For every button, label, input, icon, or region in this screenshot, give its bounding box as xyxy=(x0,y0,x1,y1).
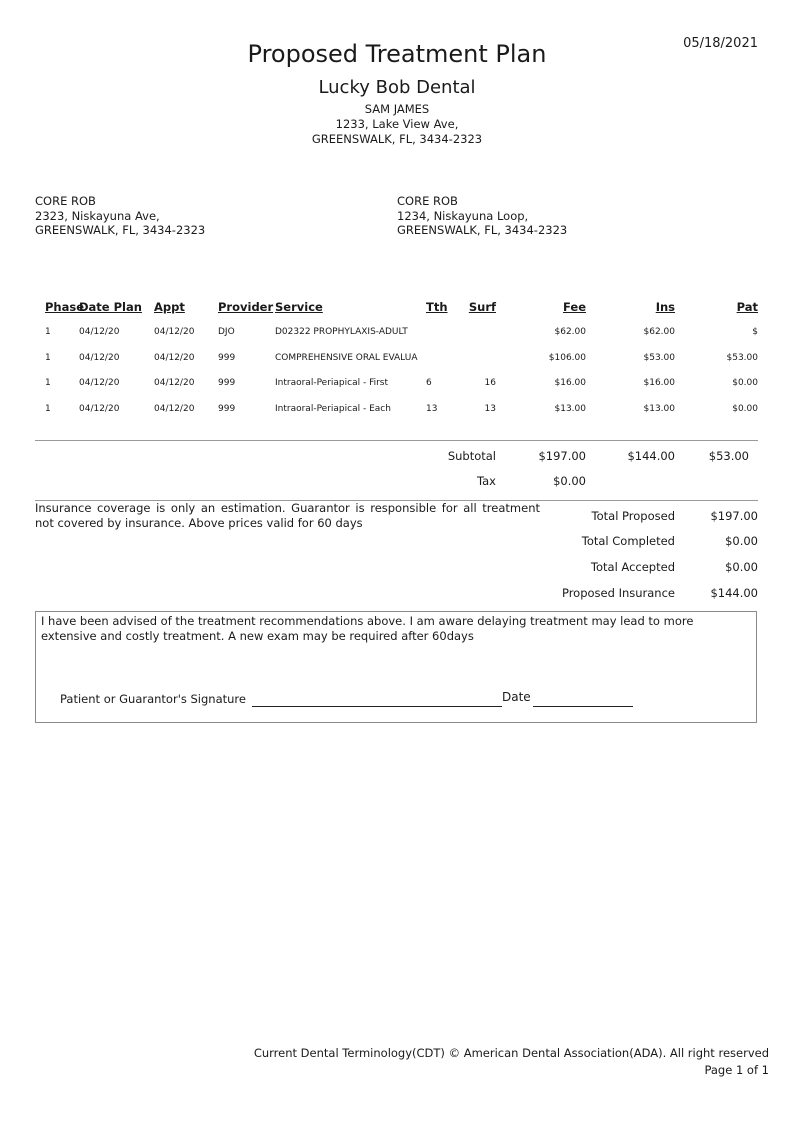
document-title: Proposed Treatment Plan xyxy=(247,40,547,68)
col-header-ins: Ins xyxy=(655,300,675,314)
cell-ins: $53.00 xyxy=(643,353,675,363)
tax-label: Tax xyxy=(477,474,496,488)
subtotal-fee: $197.00 xyxy=(538,449,586,463)
left-address-line1: 2323, Niskayuna Ave, xyxy=(35,208,160,223)
table-divider xyxy=(35,440,758,441)
cell-phase: 1 xyxy=(45,404,51,414)
subtotal-ins: $144.00 xyxy=(627,449,675,463)
cell-phase: 1 xyxy=(45,378,51,388)
cell-pat: $ xyxy=(752,327,758,337)
cell-provider: 999 xyxy=(218,404,236,414)
cell-phase: 1 xyxy=(45,327,51,337)
practice-name: Lucky Bob Dental xyxy=(318,77,476,98)
tax-value: $0.00 xyxy=(553,474,586,488)
right-address-block xyxy=(397,194,567,238)
cell-pat: $0.00 xyxy=(732,404,758,414)
cell-ins: $16.00 xyxy=(643,378,675,388)
copyright-notice: Current Dental Terminology(CDT) © American Dental Association(ADA). All right reserved xyxy=(253,1046,769,1060)
right-address-name: CORE ROB xyxy=(397,194,458,208)
col-header-tth: Tth xyxy=(426,300,448,314)
cell-appt: 04/12/20 xyxy=(154,378,195,388)
consent-statement: I have been advised of the treatment recommendations above. I am aware delaying treatment may lead to more extensive and costly treatment. A new exam may be required after 60days xyxy=(41,614,694,643)
date-line[interactable] xyxy=(533,706,633,707)
patient-address-line1: 1233, Lake View Ave, xyxy=(335,117,459,131)
cell-service: Intraoral-Periapical - Each xyxy=(275,404,391,414)
cell-provider: 999 xyxy=(218,378,236,388)
cell-surf: 13 xyxy=(484,404,496,414)
cell-date-plan: 04/12/20 xyxy=(79,327,120,337)
cell-fee: $62.00 xyxy=(554,327,586,337)
patient-name: SAM JAMES xyxy=(364,102,430,116)
col-header-pat: Pat xyxy=(736,300,758,314)
cell-fee: $13.00 xyxy=(554,404,586,414)
cell-fee: $16.00 xyxy=(554,378,586,388)
signature-label: Patient or Guarantor's Signature xyxy=(60,692,246,706)
total-accepted-label: Total Accepted xyxy=(590,560,675,574)
insurance-disclaimer: Insurance coverage is only an estimation. Guarantor is responsible for all treatment not covered by insurance. Above prices valid for 60 days xyxy=(35,501,540,530)
subtotal-label: Subtotal xyxy=(447,449,496,463)
col-header-service: Service xyxy=(275,300,323,314)
cell-provider: 999 xyxy=(218,353,236,363)
cell-appt: 04/12/20 xyxy=(154,327,195,337)
proposed-insurance-label: Proposed Insurance xyxy=(561,586,675,600)
cell-ins: $62.00 xyxy=(643,327,675,337)
patient-address-line2: GREENSWALK, FL, 3434-2323 xyxy=(311,132,483,146)
col-header-phase: Phase xyxy=(45,300,85,314)
cell-surf: 16 xyxy=(484,378,496,388)
col-header-appt: Appt xyxy=(154,300,185,314)
cell-service: D02322 PROPHYLAXIS-ADULT xyxy=(275,327,408,337)
cell-fee: $106.00 xyxy=(548,353,586,363)
total-proposed-value: $197.00 xyxy=(710,509,758,523)
cell-phase: 1 xyxy=(45,353,51,363)
cell-appt: 04/12/20 xyxy=(154,353,195,363)
subtotal-pat: $53.00 xyxy=(708,449,749,463)
table-row xyxy=(0,327,794,343)
total-proposed-label: Total Proposed xyxy=(591,509,675,523)
table-row xyxy=(0,353,794,369)
cell-date-plan: 04/12/20 xyxy=(79,353,120,363)
total-completed-label: Total Completed xyxy=(581,534,675,548)
cell-tth: 13 xyxy=(426,404,438,414)
col-header-date-plan: Date Plan xyxy=(79,300,142,314)
cell-pat: $53.00 xyxy=(726,353,758,363)
page-number: Page 1 of 1 xyxy=(704,1063,769,1077)
print-date: 05/18/2021 xyxy=(683,36,758,51)
date-label: Date xyxy=(502,690,531,704)
cell-date-plan: 04/12/20 xyxy=(79,404,120,414)
cell-service: Intraoral-Periapical - First xyxy=(275,378,389,388)
consent-box xyxy=(35,611,757,723)
right-address-line2: GREENSWALK, FL, 3434-2323 xyxy=(397,223,568,237)
col-header-surf: Surf xyxy=(468,300,496,314)
total-accepted-value: $0.00 xyxy=(725,560,758,574)
signature-line[interactable] xyxy=(252,706,502,707)
col-header-fee: Fee xyxy=(563,300,586,314)
cell-pat: $0.00 xyxy=(732,378,758,388)
right-address-line1: 1234, Niskayuna Loop, xyxy=(397,208,529,223)
proposed-insurance-value: $144.00 xyxy=(710,586,758,600)
left-address-block xyxy=(35,194,205,238)
table-row xyxy=(0,378,794,394)
cell-date-plan: 04/12/20 xyxy=(79,378,120,388)
table-row xyxy=(0,404,794,420)
cell-ins: $13.00 xyxy=(643,404,675,414)
cell-tth: 6 xyxy=(426,378,432,388)
total-completed-value: $0.00 xyxy=(725,534,758,548)
cell-appt: 04/12/20 xyxy=(154,404,195,414)
left-address-line2: GREENSWALK, FL, 3434-2323 xyxy=(35,223,206,237)
cell-service: COMPREHENSIVE ORAL EVALUA xyxy=(275,353,418,363)
cell-provider: DJO xyxy=(218,327,235,337)
left-address-name: CORE ROB xyxy=(35,194,96,208)
col-header-provider: Provider xyxy=(218,300,274,314)
